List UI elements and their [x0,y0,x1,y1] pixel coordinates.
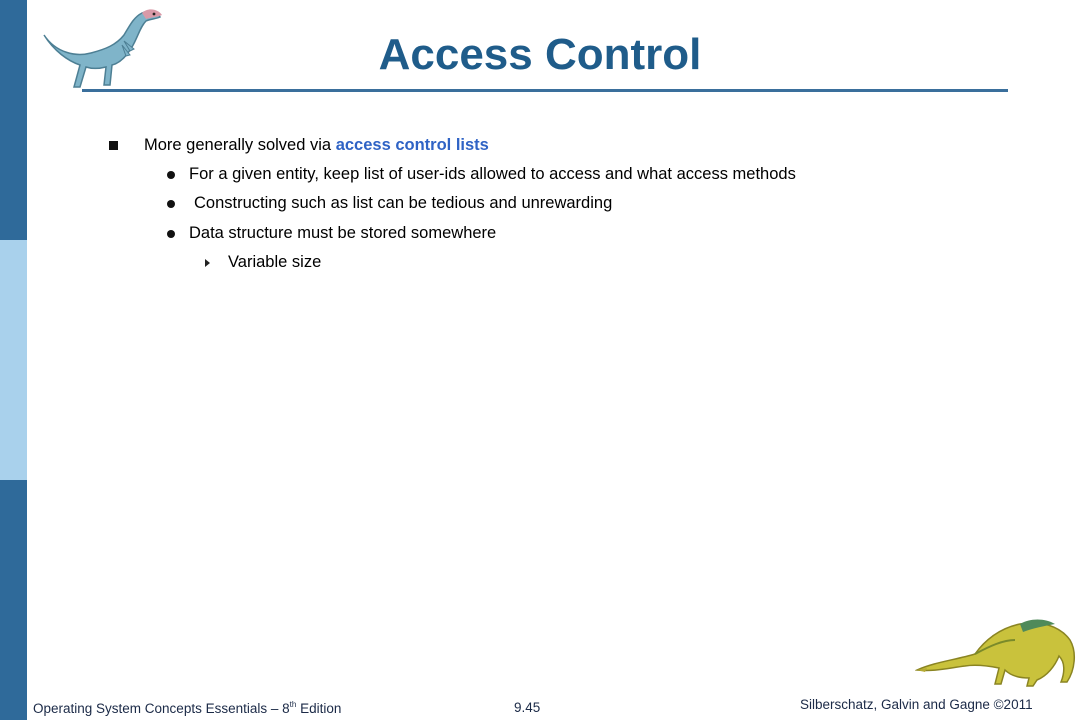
highlight-text: access control lists [335,136,489,154]
footer-book-title [33,700,341,716]
bullet-level2: Data structure must be stored somewhere [189,224,497,242]
bullet-level2: Constructing such as list can be tedious and unrewarding [194,194,613,212]
footer-authors: Silberschatz, Galvin and Gagne ©2011 [800,697,1033,712]
round-bullet-icon [167,171,175,179]
bullet-level3: Variable size [228,253,322,271]
side-bar [0,0,27,720]
footer-book-text: Operating System Concepts Essentials – 8 [33,701,290,716]
bullet-text: More generally solved via [144,136,336,154]
round-bullet-icon [167,200,175,208]
footer-book-sup: th [289,700,297,709]
bullet-level2: For a given entity, keep list of user-ids allowed to access and what access methods [189,165,796,183]
round-bullet-icon [167,230,175,238]
footer-book-edition: Edition [296,701,342,716]
page-title: Access Control [378,30,702,79]
square-bullet-icon [109,141,118,150]
side-bar-bottom [0,480,27,720]
dinosaur-icon [915,610,1080,690]
side-bar-middle [0,240,27,480]
page-number: 9.45 [514,700,541,715]
bullet-level1 [144,136,489,155]
title-divider [82,89,1008,92]
arrow-bullet-icon [205,259,210,267]
